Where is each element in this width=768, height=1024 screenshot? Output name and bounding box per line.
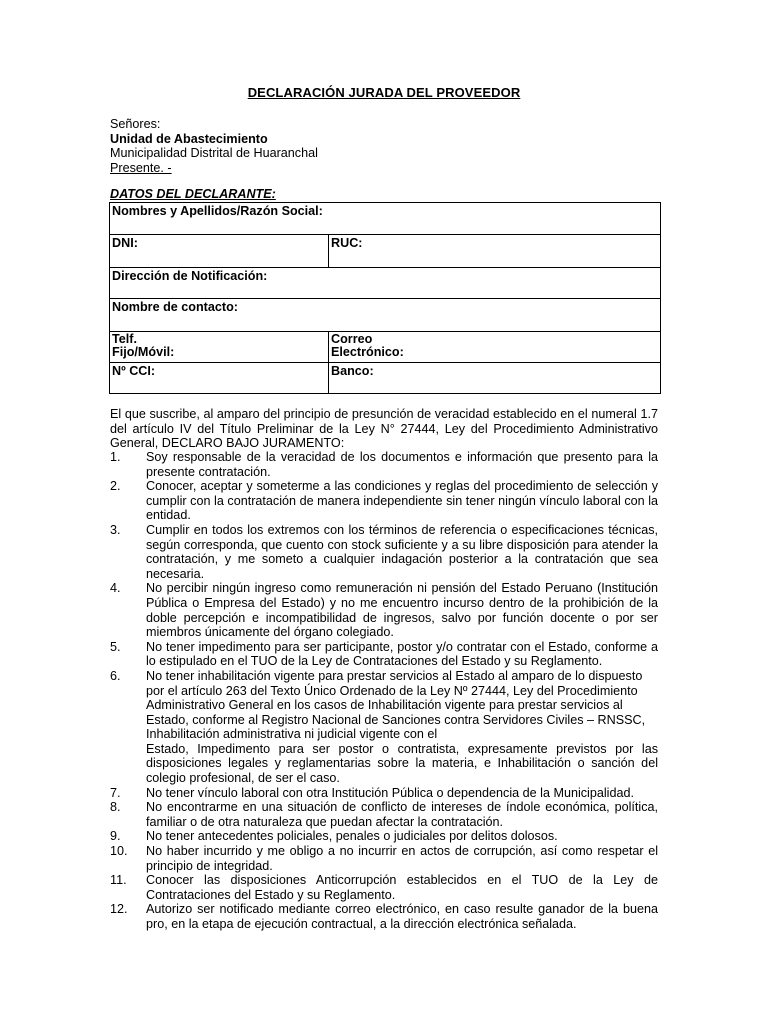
ruc-field[interactable] [329, 235, 661, 268]
contact-field[interactable] [110, 299, 661, 332]
phone-label-line2: Fijo/Móvil: [112, 345, 175, 359]
bank-field[interactable] [329, 363, 661, 394]
item-text: No haber incurrido y me obligo a no incurrir en actos de corrupción, así como respetar el principio de integridad. [146, 844, 658, 873]
list-item [110, 669, 658, 786]
ruc-label: RUC: [331, 236, 363, 250]
item-number: 7. [110, 785, 121, 800]
list-item [110, 829, 658, 844]
phone-field[interactable] [110, 332, 329, 363]
item-text: Soy responsable de la veracidad de los documentos e información que presento para la presente contratación. [146, 450, 658, 479]
email-label-line2: Electrónico: [331, 345, 404, 359]
addressee-unit: Unidad de Abastecimiento [110, 131, 268, 146]
bank-label: Banco: [331, 364, 374, 378]
addressee-entity: Municipalidad Distrital de Huaranchal [110, 146, 318, 160]
item-text: Cumplir en todos los extremos con los términos de referencia o especificaciones técnicas, según corresponda, que cuento con stock suficiente y a su libre disposición para atender la contratación, y me someto a cualquier indagación posterior a la contratación que sea necesaria. [146, 522, 658, 581]
item-text: No tener inhabilitación vigente para prestar servicios al Estado al amparo de lo dispuesto por el artículo 263 del Texto Único Ordenado de la Ley Nº 27444, Ley del Procedimiento Administrativo General en los casos de Inhabilitación vigente para prestar servicios al Estado, conforme al Registro Nacional de Sanciones contra Servidores Civiles – RNSSC, Inhabilitación administrativa ni judicial vigente con el [146, 668, 646, 742]
addressee-block [110, 117, 318, 175]
dni-field[interactable] [110, 235, 329, 268]
phone-label-line1: Telf. [112, 332, 137, 346]
item-number: 6. [110, 668, 121, 683]
dni-label: DNI: [112, 236, 138, 250]
name-label: Nombres y Apellidos/Razón Social: [112, 204, 323, 218]
item-text: Conocer las disposiciones Anticorrupción establecidos en el TUO de la Ley de Contrataciones del Estado y su Reglamento. [146, 873, 658, 902]
declaration-intro: El que suscribe, al amparo del principio de presunción de veracidad establecido en el numeral 1.7 del artículo IV del Título Preliminar de la Ley N° 27444, Ley del Procedimiento Administrativo General, DECLARO BAJO JURAMENTO: [110, 407, 658, 451]
item-text: No tener vínculo laboral con otra Institución Pública o dependencia de la Municipalidad. [146, 785, 634, 800]
list-item [110, 581, 658, 639]
list-item [110, 479, 658, 523]
item-number: 5. [110, 639, 121, 654]
address-label: Dirección de Notificación: [112, 269, 268, 283]
list-item [110, 902, 658, 931]
email-label-line1: Correo [331, 332, 373, 346]
declaration-list [110, 450, 658, 932]
item-number: 3. [110, 522, 121, 537]
item-number: 4. [110, 581, 121, 596]
item-text-continued: Estado, Impedimento para ser postor o contratista, expresamente previstos por las disposiciones legales y reglamentarias sobre la materia, e Inhabilitación o sanción del colegio profesional, de ser el caso. [146, 741, 658, 786]
list-item [110, 640, 658, 669]
item-number: 1. [110, 450, 121, 464]
list-item [110, 873, 658, 902]
cci-field[interactable] [110, 363, 329, 394]
list-item [110, 786, 658, 801]
email-field[interactable] [329, 332, 661, 363]
name-field[interactable] [110, 203, 661, 235]
item-text: No tener antecedentes policiales, penales o judiciales por delitos dolosos. [146, 829, 558, 844]
item-number: 8. [110, 800, 121, 815]
list-item [110, 450, 658, 479]
presente-line: Presente. - [110, 160, 172, 175]
item-text: No encontrarme en una situación de conflicto de intereses de índole económica, política, familiar o de otra naturaleza que puedan afectar la contratación. [146, 800, 658, 829]
item-text: No percibir ningún ingreso como remuneración ni pensión del Estado Peruano (Institución Pública o Empresa del Estado) y no me encuentro incurso dentro de la prohibición de la doble percepción e incompatibilidad de ingresos, salvo por función docente o por ser miembros únicamente del órgano colegiado. [146, 581, 658, 640]
list-item [110, 800, 658, 829]
item-number: 2. [110, 479, 121, 494]
section-title: DATOS DEL DECLARANTE: [110, 187, 276, 201]
item-text: Autorizo ser notificado mediante correo electrónico, en caso resulte ganador de la buena pro, en la etapa de ejecución contractual, a la dirección electrónica señalada. [146, 902, 658, 931]
document-title: DECLARACIÓN JURADA DEL PROVEEDOR [247, 85, 521, 100]
cci-label: Nº CCI: [112, 364, 156, 378]
item-number: 10. [110, 844, 128, 859]
item-number: 11. [110, 873, 127, 888]
item-number: 12. [110, 902, 128, 917]
declarant-data-table [109, 202, 661, 394]
item-text: Conocer, aceptar y someterme a las condiciones y reglas del procedimiento de selección y cumplir con la contratación de manera independiente sin tener ningún vínculo laboral con la entidad. [146, 479, 658, 523]
contact-label: Nombre de contacto: [112, 300, 238, 314]
item-number: 9. [110, 829, 121, 844]
item-text: No tener impedimento para ser participante, postor y/o contratar con el Estado, conforme a lo estipulado en el TUO de la Ley de Contrataciones del Estado y su Reglamento. [146, 639, 658, 669]
list-item [110, 844, 658, 873]
greeting: Señores: [110, 117, 161, 131]
list-item [110, 523, 658, 581]
address-field[interactable] [110, 268, 661, 299]
